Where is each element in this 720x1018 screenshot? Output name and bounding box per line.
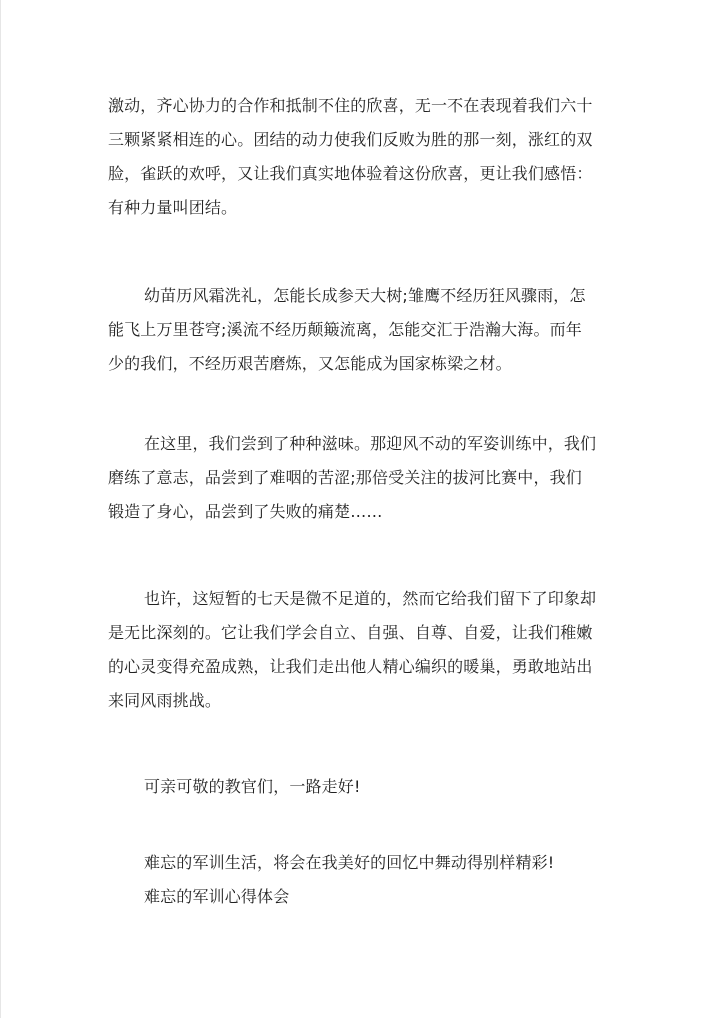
paragraph-unity: [108, 89, 616, 225]
text-line: 磨练了意志，品尝到了难咽的苦涩;那倍受关注的拔河比赛中，我们: [108, 468, 582, 487]
text-line: 的心灵变得充盈成熟，让我们走出他人精心编织的暖巢，勇敢地站出: [108, 657, 593, 676]
text-line: 脸，雀跃的欢呼，又让我们真实地体验着这份欣喜，更让我们感悟：: [108, 164, 593, 183]
paragraph-tastes: [108, 427, 616, 529]
page-left-edge: [0, 0, 1, 1018]
text-line: 能飞上万里苍穹;溪流不经历颠簸流离，怎能交汇于浩瀚大海。而年: [108, 320, 582, 339]
text-line: 有种力量叫团结。: [108, 198, 238, 217]
text-line: 也许，这短暂的七天是微不足道的，然而它给我们留下了印象却: [144, 589, 597, 608]
text-line: 是无比深刻的。它让我们学会自立、自强、自尊、自爱，让我们稚嫩: [108, 623, 593, 642]
text-line: 可亲可敬的教官们，一路走好!: [144, 777, 361, 796]
text-line: 难忘的军训生活，将会在我美好的回忆中舞动得别样精彩!: [144, 853, 555, 872]
paragraph-seven-days: [108, 582, 616, 718]
text-line: 少的我们，不经历艰苦磨炼，又怎能成为国家栋梁之材。: [108, 354, 512, 373]
text-line: 三颗紧紧相连的心。团结的动力使我们反败为胜的那一刻，涨红的双: [108, 130, 593, 149]
paragraph-seedling: [108, 279, 616, 381]
text-line: 来同风雨挑战。: [108, 691, 222, 710]
text-line: 在这里，我们尝到了种种滋味。那迎风不动的军姿训练中，我们: [144, 434, 597, 453]
paragraph-instructors: [108, 770, 616, 804]
essay-title: 难忘的军训心得体会: [144, 887, 290, 906]
text-line: 幼苗历风霜洗礼，怎能长成参天大树;雏鹰不经历狂风骤雨，怎: [144, 286, 586, 305]
text-line: 锻造了身心，品尝到了失败的痛楚……: [108, 502, 383, 521]
paragraph-closing: [108, 846, 616, 914]
text-line: 激动，齐心协力的合作和抵制不住的欣喜，无一不在表现着我们六十: [108, 96, 593, 115]
